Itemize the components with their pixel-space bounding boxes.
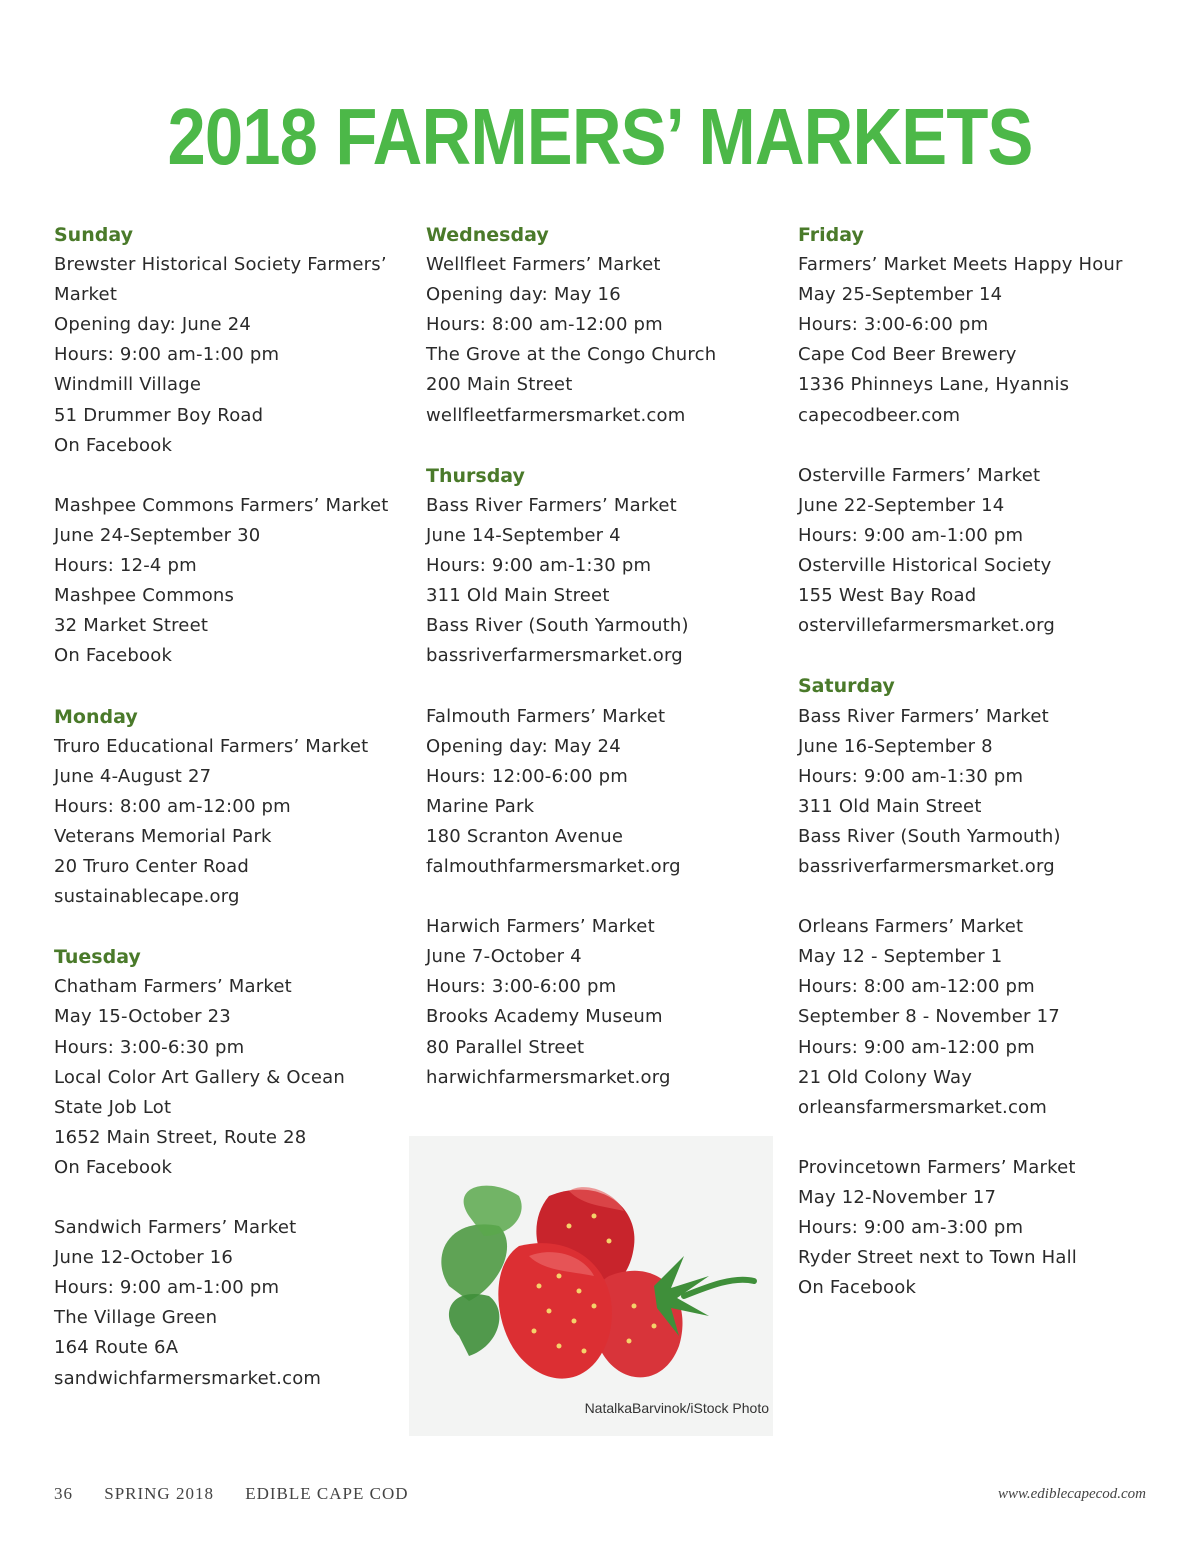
market-detail-line: sustainablecape.org [54, 886, 240, 908]
market-detail-line: On Facebook [54, 434, 173, 456]
market-detail-line: Windmill Village [54, 374, 202, 396]
market-detail-line: Hours: 8:00 am-12:00 pm [798, 976, 1035, 998]
market-detail-line: Sandwich Farmers’ Market [54, 1217, 297, 1239]
strawberry-photo [409, 1136, 773, 1436]
market-detail-line: June 12-October 16 [54, 1247, 234, 1269]
page-title: 2018 FARMERS’ MARKETS [167, 92, 1033, 181]
market-detail-line: Orleans Farmers’ Market [798, 916, 1024, 938]
market-detail-line: 20 Truro Center Road [54, 855, 249, 877]
market-detail-line: harwichfarmersmarket.org [426, 1066, 671, 1088]
market-detail-line: Brooks Academy Museum [426, 1006, 663, 1028]
market-detail-line: orleansfarmersmarket.com [798, 1096, 1047, 1118]
spacer [54, 912, 414, 942]
market-detail-line: Hours: 3:00-6:00 pm [798, 314, 989, 336]
market-detail-line: Hours: 12-4 pm [54, 555, 197, 577]
day-heading: Sunday [54, 224, 133, 246]
market-detail-line: Osterville Historical Society [798, 555, 1052, 577]
market-detail-line: Mashpee Commons [54, 585, 235, 607]
market-detail-line: wellfleetfarmersmarket.com [426, 404, 686, 426]
market-detail-line: May 15-October 23 [54, 1006, 231, 1028]
market-detail-line: May 12-November 17 [798, 1187, 997, 1208]
market-detail-line: Provincetown Farmers’ Market [798, 1156, 1076, 1178]
market-detail-line: Opening day: May 24 [426, 735, 621, 757]
market-detail-line: June 24-September 30 [54, 524, 261, 546]
market-detail-line: 311 Old Main Street [798, 795, 982, 817]
market-detail-line: May 25-September 14 [798, 284, 1003, 306]
market-detail-line: Falmouth Farmers’ Market [426, 705, 666, 727]
spacer [426, 882, 786, 912]
issue-date: SPRING 2018 [104, 1484, 214, 1503]
market-detail-line: Hours: 12:00-6:00 pm [426, 765, 628, 787]
market-detail-line: Farmers’ Market Meets Happy Hour [798, 254, 1123, 276]
market-detail-line: 51 Drummer Boy Road [54, 404, 264, 426]
spacer [798, 882, 1178, 912]
spacer [798, 431, 1178, 461]
market-detail-line: 1652 Main Street, Route 28 [54, 1126, 307, 1148]
market-detail-line: 80 Parallel Street [426, 1036, 585, 1058]
market-detail-line: June 16-September 8 [798, 735, 993, 757]
market-detail-line: Local Color Art Gallery & Ocean [54, 1066, 345, 1088]
market-detail-line: falmouthfarmersmarket.org [426, 855, 681, 877]
market-detail-line: bassriverfarmersmarket.org [798, 855, 1055, 877]
market-detail-line: The Grove at the Congo Church [426, 344, 717, 366]
market-detail-line: Bass River (South Yarmouth) [798, 825, 1061, 847]
strawberries-icon [409, 1136, 773, 1436]
market-detail-line: On Facebook [54, 645, 173, 667]
website-link[interactable]: www.ediblecapecod.com [997, 1486, 1146, 1502]
spacer [798, 641, 1178, 671]
market-detail-line: Hours: 9:00 am-1:00 pm [54, 344, 280, 366]
market-detail-line: State Job Lot [54, 1096, 172, 1118]
market-detail-line: Marine Park [426, 795, 535, 817]
market-detail-line: 21 Old Colony Way [798, 1066, 973, 1088]
day-heading: Thursday [426, 464, 525, 487]
market-detail-line: 32 Market Street [54, 615, 209, 637]
spacer [54, 461, 414, 491]
market-detail-line: 155 West Bay Road [798, 585, 977, 607]
market-detail-line: Hours: 9:00 am-12:00 pm [798, 1036, 1035, 1058]
day-heading: Friday [798, 224, 864, 246]
market-detail-line: Brewster Historical Society Farmers’ [54, 254, 387, 276]
market-detail-line: Harwich Farmers’ Market [426, 916, 655, 938]
market-detail-line: On Facebook [54, 1156, 173, 1178]
spacer [54, 1183, 414, 1213]
market-detail-line: ostervillefarmersmarket.org [798, 615, 1056, 637]
market-detail-line: May 12 - September 1 [798, 946, 1003, 968]
spacer [426, 671, 786, 701]
market-detail-line: Hours: 3:00-6:00 pm [426, 976, 617, 998]
publication-name: EDIBLE CAPE COD [245, 1484, 409, 1503]
market-detail-line: June 4-August 27 [54, 765, 212, 787]
market-detail-line: The Village Green [54, 1307, 218, 1329]
market-detail-line: Hours: 9:00 am-1:00 pm [798, 524, 1024, 546]
market-detail-line: Opening day: June 24 [54, 314, 252, 336]
column-2 [426, 220, 786, 1093]
market-detail-line: Chatham Farmers’ Market [54, 976, 292, 998]
market-detail-line: Bass River Farmers’ Market [798, 705, 1049, 727]
market-detail-line: Hours: 9:00 am-1:30 pm [426, 555, 652, 577]
market-detail-line: Truro Educational Farmers’ Market [54, 735, 369, 757]
market-detail-line: Cape Cod Beer Brewery [798, 344, 1017, 366]
market-detail-line: 200 Main Street [426, 374, 573, 396]
market-detail-line: Ryder Street next to Town Hall [798, 1247, 1077, 1269]
market-detail-line: June 7-October 4 [426, 946, 582, 968]
day-heading: Monday [54, 705, 138, 728]
market-detail-line: Hours: 9:00 am-3:00 pm [798, 1217, 1024, 1239]
day-heading: Wednesday [426, 224, 549, 246]
market-detail-line: Opening day: May 16 [426, 284, 621, 306]
market-detail-line: 164 Route 6A [54, 1337, 179, 1359]
market-detail-line: 1336 Phinneys Lane, Hyannis [798, 374, 1070, 396]
day-heading: Tuesday [54, 946, 141, 969]
column-1 [54, 220, 414, 1394]
market-detail-line: June 22-September 14 [798, 494, 1005, 516]
market-detail-line: Hours: 9:00 am-1:00 pm [54, 1277, 280, 1299]
market-detail-line: Wellfleet Farmers’ Market [426, 254, 661, 276]
spacer [798, 1123, 1178, 1153]
market-detail-line: Bass River Farmers’ Market [426, 494, 677, 516]
market-detail-line: 311 Old Main Street [426, 585, 610, 607]
market-detail-line: Bass River (South Yarmouth) [426, 615, 689, 637]
market-detail-line: capecodbeer.com [798, 404, 961, 426]
market-detail-line: Hours: 8:00 am-12:00 pm [54, 795, 291, 817]
market-detail-line: Hours: 3:00-6:30 pm [54, 1036, 245, 1058]
market-detail-line: Hours: 9:00 am-1:30 pm [798, 765, 1024, 787]
market-detail-line: sandwichfarmersmarket.com [54, 1367, 322, 1389]
market-detail-line: June 14-September 4 [426, 524, 621, 546]
photo-credit: NatalkaBarvinok/iStock Photo [584, 1400, 769, 1416]
footer-issue [54, 1484, 435, 1504]
market-detail-line: On Facebook [798, 1277, 917, 1299]
spacer [54, 671, 414, 701]
market-detail-line: Veterans Memorial Park [54, 825, 272, 847]
market-detail-line: 180 Scranton Avenue [426, 825, 624, 847]
market-detail-line: Hours: 8:00 am-12:00 pm [426, 314, 663, 336]
market-detail-line: Market [54, 284, 118, 306]
market-detail-line: bassriverfarmersmarket.org [426, 645, 683, 667]
market-detail-line: Mashpee Commons Farmers’ Market [54, 494, 389, 516]
market-detail-line: September 8 - November 17 [798, 1006, 1060, 1028]
page-number: 36 [54, 1484, 73, 1503]
column-3 [798, 220, 1178, 1303]
market-detail-line: Osterville Farmers’ Market [798, 464, 1041, 486]
spacer [426, 431, 786, 461]
day-heading: Saturday [798, 675, 895, 698]
